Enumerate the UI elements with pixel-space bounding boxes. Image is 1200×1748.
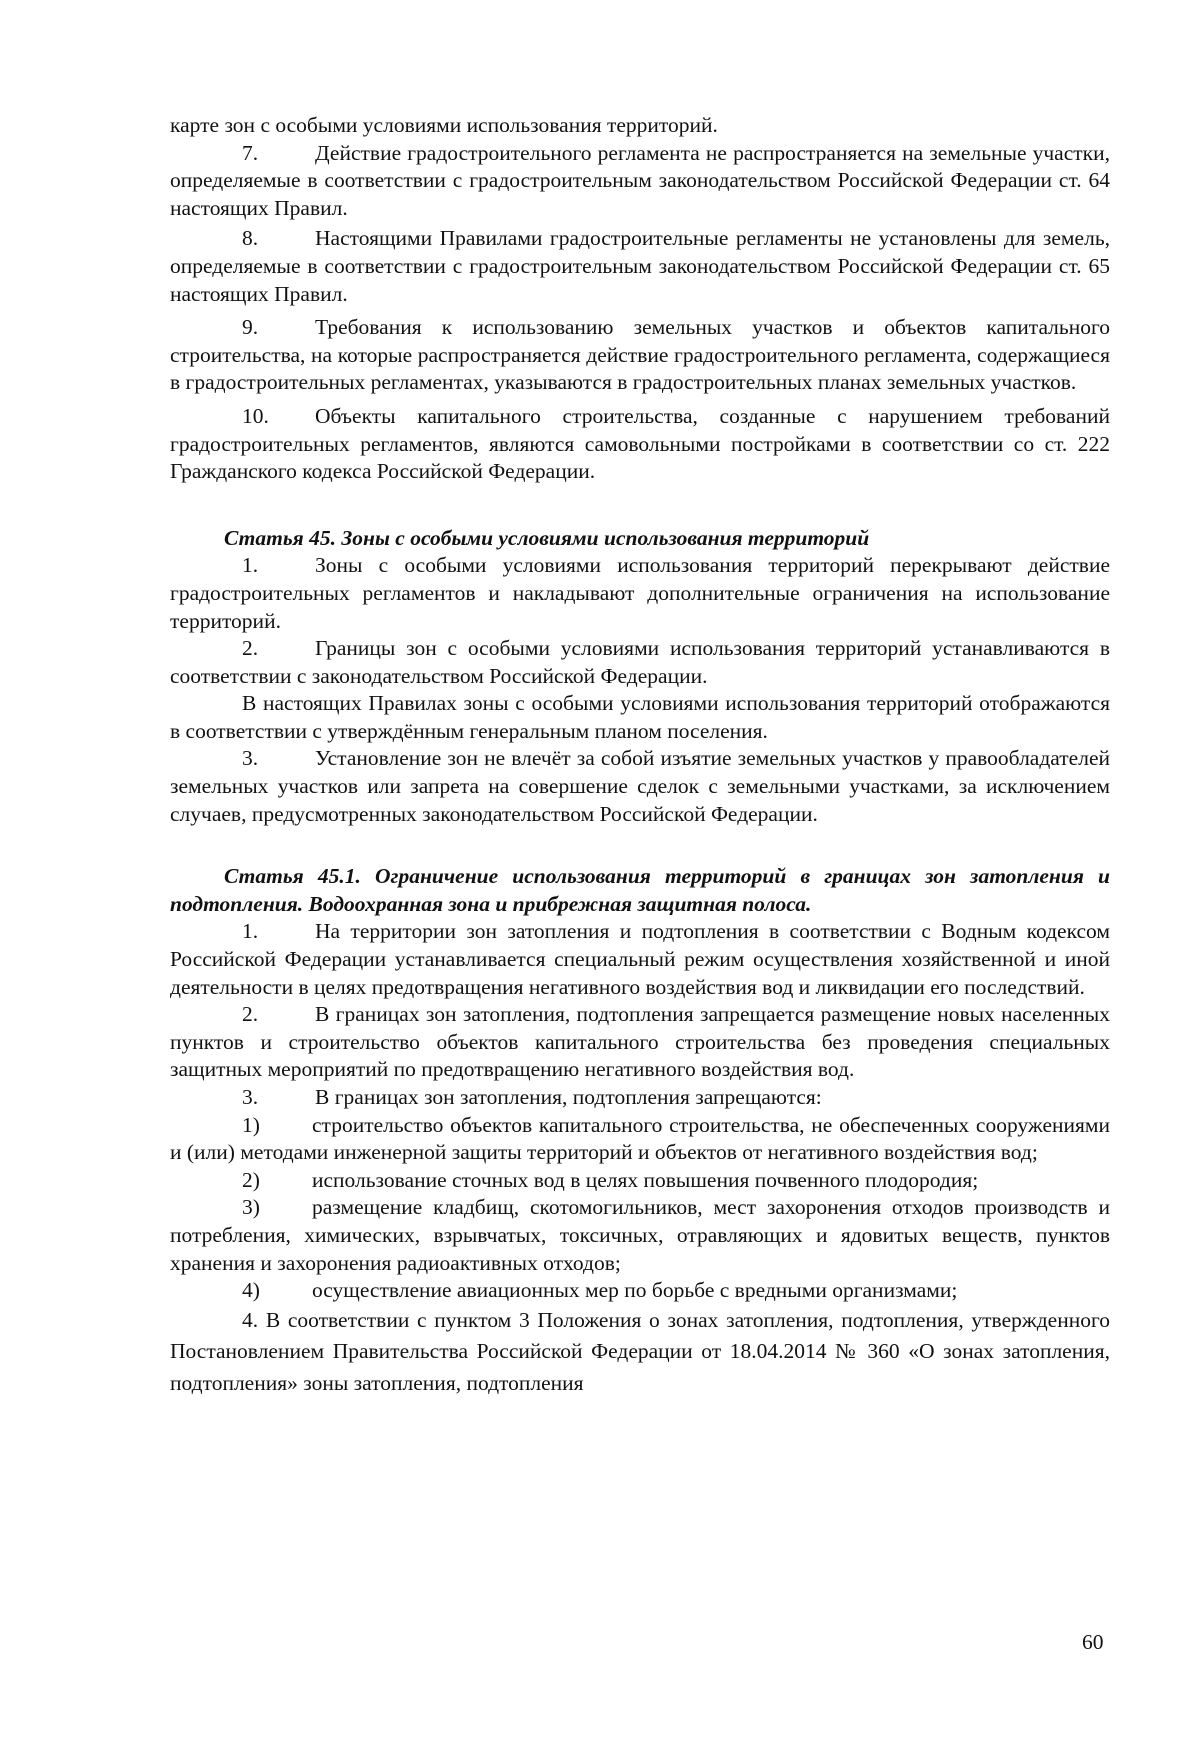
article-45-1-heading: Статья 45.1. Ограничение использования территорий в границах зон затопления и подтопления. Водоохранная зона и прибрежная защитная полоса. [170, 864, 1110, 916]
paragraph-text: На территории зон затопления и подтопления в соответствии с Водным кодексом Российской Федерации устанавливается специальный режим осуществления хозяйственной и иной деятельности в целях предотвращения негативного воздействия вод и ликвидации его последствий. [170, 919, 1110, 999]
paragraph-text: Объекты капитального строительства, созданные с нарушением требований градостроительных регламентов, являются самовольными постройками в соответствии со ст. 222 Гражданского кодекса Российской Федерации. [170, 403, 1110, 484]
paragraph-text: Границы зон с особыми условиями использования территорий устанавливаются в соответствии с законодательством Российской Федерации. [170, 636, 1110, 688]
document-page [170, 112, 1110, 1399]
paragraph-text: Требования к использованию земельных участков и объектов капитального строительства, на которые распространяется действие градостроительного регламента, содержащиеся в градостроительных регламентах, указываются в градостроительных планах земельных участков. [170, 315, 1110, 395]
paragraph-8 [170, 225, 1110, 308]
list-item-text: строительство объектов капитального строительства, не обеспеченных сооружениями и (или) методами инженерной защиты территорий и объектов от негативного воздействия вод; [170, 1112, 1110, 1165]
paragraph-text: Действие градостроительного регламента не распространяется на земельные участки, определяемые в соответствии с градостроительным законодательством Российской Федерации ст. 64 настоящих Правил. [170, 140, 1110, 220]
article-45-1-paragraph-4: 4. В соответствии с пунктом 3 Положения о зонах затопления, подтопления, утвержденного Постановлением Правительства Российской Федерации от 18.04.2014 № 360 «О зонах затопления, подтопления» зоны затопления, подтопления [170, 1307, 1110, 1395]
list-item-1 [170, 1112, 1110, 1167]
list-item-number: 3) [242, 1195, 260, 1220]
article-45-1-paragraph-2 [170, 1001, 1110, 1084]
paragraph-number: 9. [242, 315, 259, 340]
list-item-3 [170, 1194, 1110, 1277]
list-item-4 [170, 1277, 1110, 1305]
paragraph-text: В границах зон затопления, подтопления запрещаются: [315, 1085, 822, 1109]
list-item-number: 1) [242, 1112, 260, 1137]
paragraph-9 [170, 314, 1110, 397]
paragraph-number: 7. [242, 140, 259, 165]
article-45-1-paragraph-3 [170, 1084, 1110, 1112]
article-45-1-paragraph-1 [170, 918, 1110, 1001]
paragraph-continuation: карте зон с особыми условиями использования территорий. [170, 113, 718, 137]
paragraph-number: 10. [242, 403, 269, 428]
paragraph-text: Установление зон не влечёт за собой изъятие земельных участков у правообладателей земельных участков или запрета на совершение сделок с земельными участками, за исключением случаев, предусмотренных законодательством Российской Федерации. [170, 746, 1110, 826]
paragraph-number: 1. [242, 919, 259, 944]
page-number: 60 [1082, 1630, 1104, 1654]
list-item-2 [170, 1167, 1110, 1195]
paragraph-text: Настоящими Правилами градостроительные регламенты не установлены для земель, определяемые в соответствии с градостроительным законодательством Российской Федерации ст. 65 настоящих Правил. [170, 226, 1110, 306]
list-item-number: 4) [242, 1278, 260, 1303]
article-45-heading: Статья 45. Зоны с особыми условиями использования территорий [224, 525, 870, 550]
paragraph-10 [170, 403, 1110, 486]
paragraph-text: В границах зон затопления, подтопления запрещается размещение новых населенных пунктов и строительство объектов капитального строительства без проведения специальных защитных мероприятий по предотвращению негативного воздействия вод. [170, 1002, 1110, 1082]
paragraph-number: 8. [242, 226, 259, 251]
article-45-paragraph-3 [170, 745, 1110, 828]
list-item-number: 2) [242, 1167, 260, 1192]
list-item-text: использование сточных вод в целях повышения почвенного плодородия; [312, 1167, 979, 1192]
paragraph-number: 2. [242, 636, 259, 661]
list-item-text: осуществление авиационных мер по борьбе с вредными организмами; [312, 1278, 958, 1303]
paragraph-number: 3. [242, 1085, 259, 1109]
article-45-paragraph-2 [170, 635, 1110, 690]
article-45-paragraph-2-note: В настоящих Правилах зоны с особыми условиями использования территорий отображаются в соответствии с утверждённым генеральным планом поселения. [170, 691, 1110, 743]
paragraph-7 [170, 140, 1110, 223]
paragraph-number: 2. [242, 1002, 259, 1027]
paragraph-number: 1. [242, 553, 259, 578]
paragraph-text: Зоны с особыми условиями использования территорий перекрывают действие градостроительных регламентов и накладывают дополнительные ограничения на использование территорий. [170, 553, 1110, 633]
paragraph-number: 3. [242, 746, 259, 771]
article-45-paragraph-1 [170, 552, 1110, 635]
list-item-text: размещение кладбищ, скотомогильников, мест захоронения отходов производств и потребления, химических, взрывчатых, токсичных, отравляющих и ядовитых веществ, пунктов хранения и захоронения радиоактивных отходов; [170, 1195, 1110, 1275]
